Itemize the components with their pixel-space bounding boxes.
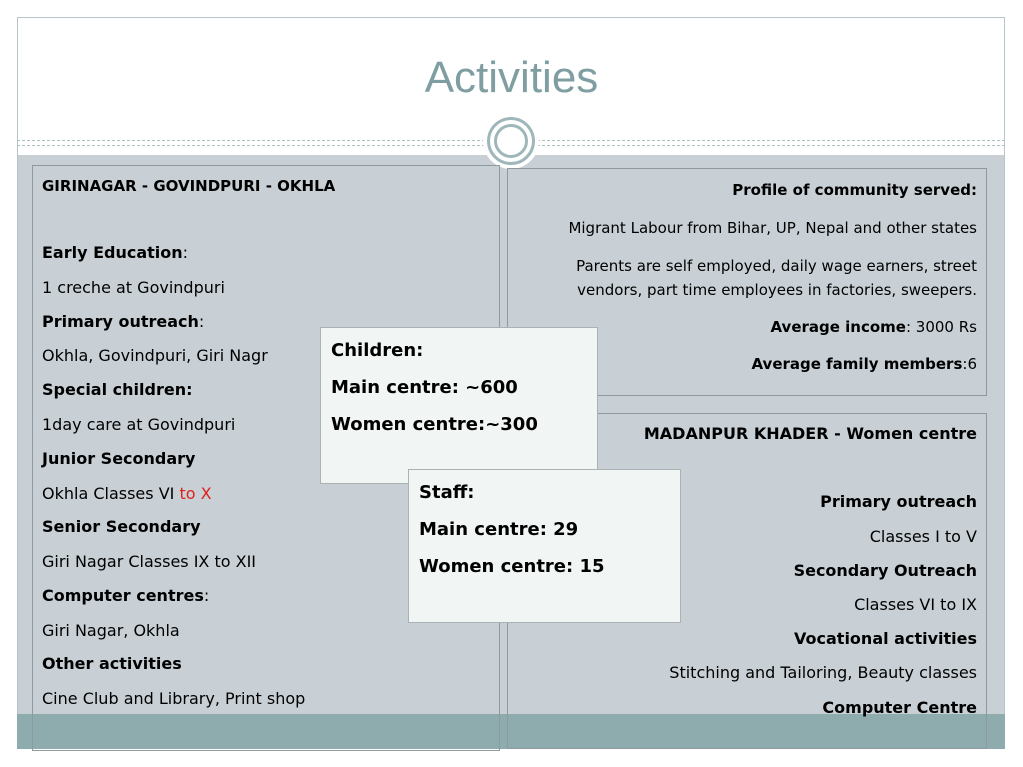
staff-box-title: Staff: xyxy=(419,482,475,503)
special-children-value: 1day care at Govindpuri xyxy=(42,415,236,434)
other-activities-label: Other activities xyxy=(42,654,182,673)
special-children-label: Special children: xyxy=(42,380,193,399)
computer-centres-line xyxy=(42,586,209,606)
average-family-value: :6 xyxy=(962,355,977,373)
profile-parents-line-1: Parents are self employed, daily wage earners, street xyxy=(576,257,977,275)
madanpur-computer-label: Computer Centre xyxy=(822,698,977,717)
madanpur-secondary-value: Classes VI to IX xyxy=(854,595,977,614)
primary-outreach-value: Okhla, Govindpuri, Giri Nagr xyxy=(42,346,268,365)
early-education-label: Early Education xyxy=(42,243,183,262)
children-box-women-centre: Women centre:~300 xyxy=(331,414,538,435)
senior-secondary-label: Senior Secondary xyxy=(42,517,201,536)
junior-secondary-label: Junior Secondary xyxy=(42,449,196,468)
slide-title: Activities xyxy=(424,53,599,102)
primary-outreach-label: Primary outreach xyxy=(42,312,199,331)
primary-outreach-colon: : xyxy=(198,312,205,331)
madanpur-heading: MADANPUR KHADER - Women centre xyxy=(643,424,977,443)
madanpur-primary-label: Primary outreach xyxy=(820,492,977,511)
madanpur-vocational-label: Vocational activities xyxy=(794,629,977,648)
madanpur-primary-value: Classes I to V xyxy=(869,527,977,546)
average-family-line xyxy=(751,352,977,376)
profile-migrant-line: Migrant Labour from Bihar, UP, Nepal and other states xyxy=(568,219,977,237)
junior-secondary-value xyxy=(42,484,212,504)
average-family-label: Average family members xyxy=(751,355,963,373)
staff-box-main-centre: Main centre: 29 xyxy=(419,519,579,540)
computer-centres-colon: : xyxy=(203,586,210,605)
children-callout-box xyxy=(320,327,598,484)
senior-secondary-value: Giri Nagar Classes IX to XII xyxy=(42,552,257,571)
early-education-value: 1 creche at Govindpuri xyxy=(42,278,225,297)
girinagar-heading: GIRINAGAR - GOVINDPURI - OKHLA xyxy=(42,177,336,195)
early-education-line xyxy=(42,243,188,263)
primary-outreach-line xyxy=(42,312,204,332)
madanpur-vocational-value: Stitching and Tailoring, Beauty classes xyxy=(669,663,977,682)
average-income-label: Average income xyxy=(770,318,906,336)
computer-centres-value: Giri Nagar, Okhla xyxy=(42,621,180,640)
junior-secondary-value-main: Okhla Classes VI xyxy=(42,484,180,503)
staff-callout-box xyxy=(408,469,681,623)
average-income-line xyxy=(770,315,977,339)
computer-centres-label: Computer centres xyxy=(42,586,204,605)
children-box-main-centre: Main centre: ~600 xyxy=(331,377,518,398)
junior-secondary-value-highlight: to X xyxy=(179,484,212,503)
divider-circle-inner-ring xyxy=(494,124,528,158)
early-education-colon: : xyxy=(182,243,189,262)
average-income-value: : 3000 Rs xyxy=(905,318,977,336)
other-activities-value: Cine Club and Library, Print shop xyxy=(42,689,306,708)
children-box-title: Children: xyxy=(331,340,424,361)
madanpur-secondary-label: Secondary Outreach xyxy=(793,561,977,580)
profile-parents-line-2: vendors, part time employees in factories, sweepers. xyxy=(577,281,977,299)
staff-box-women-centre: Women centre: 15 xyxy=(419,556,605,577)
profile-heading: Profile of community served: xyxy=(732,181,977,199)
